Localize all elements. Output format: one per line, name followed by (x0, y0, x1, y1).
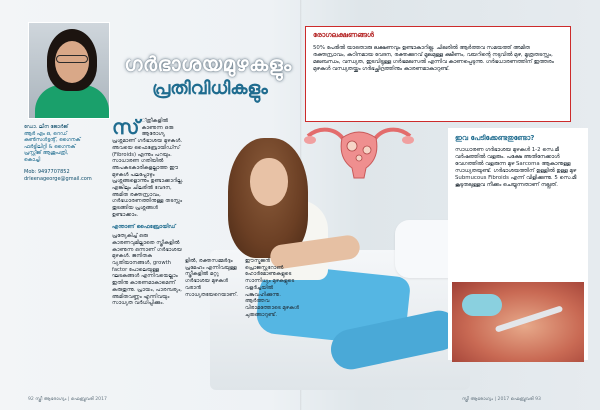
footer-left: 92 സ്ത്രീ ആരോഗ്യം | ഫെബ്രുവരി 2017 (28, 397, 107, 402)
symptoms-box (305, 26, 571, 122)
author-line: ഫർട്ടിലിറ്റി & ഗൈനക് (24, 143, 76, 150)
author-name: ഡോ. ലീന ജോർജ് (24, 124, 68, 130)
section-subheading: എന്താണ് ഫൈബ്രോയിഡ് (112, 223, 176, 230)
contact-email: drleenageorge@gmail.com (24, 175, 92, 182)
author-block (24, 124, 112, 182)
symptoms-heading: രോഗലക്ഷണങ്ങൾ (313, 31, 374, 39)
drop-cap: സ് (112, 115, 140, 139)
when-body: സാധാരണ ഗർഭാശയ മുഴകൾ 1-2 സെ.മീ വർഷത്തിൽ വളരും. പക്ഷേ അതിനേക്കാൾ വേഗത്തിൽ വളരുന്ന മുഴ Sarcoma ആകാനുള്ള സാധ്യതയുണ്ട്. ഗർഭാശയത്തിന് ഉള്ളിൽ ഉള്ള മുഴ Submucous Fibroids എന്ന് വിളിക്കുന്നു. 5 സെ.മീ കൂടുതലുള്ളവ നീക്കം ചെയ്യുന്നതാണ് നല്ലത്. (455, 147, 577, 188)
article-column-2: ളിൽ, രക്തസമ്മർദ്ദം പ്രമേഹം എന്നിവയുള്ള സ്ത്രീകളിൽ മറ്റു ഗർഭാശയ മുഴകൾ വരാൻ സാധ്യതയേറെയാണ്. (185, 258, 238, 298)
footer-right: സ്ത്രീ ആരോഗ്യം | 2017 ഫെബ്രുവരി 93 (462, 397, 541, 402)
column-1-text: ്ത്രീകളിൽ കാണുന്ന ഒരു ആരോഗ്യ പ്രശ്നമാണ് ഗർഭാശയ മുഴകൾ. അവയെ ഫൈബ്രോയിഡ്സ് (Fibroids) എന്നും പറയും. സാധാരണ ഗതിയിൽ അപകടകാരികളല്ലാത്ത ഈ മുഴകൾ പലപ്പോഴും പ്രശ്നങ്ങളൊന്നും ഉണ്ടാക്കാറില്ല. എങ്കിലും ചിലരിൽ വേദന, അമിത രക്തസ്രാവം, ഗർഭധാരണത്തിനുള്ള തടസ്സം തുടങ്ങിയ പ്രശ്നങ്ങൾ ഉണ്ടാക്കാം. (112, 118, 184, 218)
author-line: പ്രസ്റ്റീജ് ആശുപത്രി, (24, 150, 69, 156)
article-column-3: ഈസ്ട്രജൻ പ്രൊജസ്റ്ററോൺ ഹോർമോണുകളുടെ സാന്നിധ്യം മുഴകളുടെ വളർച്ചയിൽ പങ്കുവഹിക്കുന്നു. ആർത്തവ വിരാമത്തോടെ മുഴകൾ ചുരുങ്ങാറുണ്ട്. (245, 258, 300, 318)
woman-face (250, 158, 288, 206)
portrait-glasses (56, 55, 88, 63)
author-line: കൊച്ചി (24, 156, 41, 163)
column-1-text-cont: പ്രത്യേകിച്ച് ഒരു കാരണവുമില്ലാതെ സ്ത്രീകളിൽ കാണുന്ന ഒന്നാണ് ഗർഭാശയ മുഴകൾ. ജനിതക വ്യതിയാനങ്ങൾ, growth factor പോലെയുള്ള ഘടകങ്ങൾ എന്നിവയെല്ലാം ഇതിനു കാരണമാകാമെന്ന് കരുതുന്നു. പ്രായം, പാരമ്പര്യം, അമിതവണ്ണം എന്നിവയും സാധ്യത വർധിപ്പിക്കും. (112, 233, 182, 307)
author-line: കൺസൾട്ടന്റ്, ഗൈനക് (24, 137, 81, 143)
author-contact (24, 169, 112, 182)
fibroid-1 (347, 141, 357, 151)
contact-phone: 9497707852 (37, 169, 70, 175)
contact-label: Mob: (24, 169, 37, 175)
uterus-illustration (300, 118, 418, 180)
symptoms-body: 50% പേരിൽ യാതൊരു ലക്ഷണവും ഉണ്ടാകാറില്ല. ചിലരിൽ ആർത്തവ സമയത്ത് അമിത രക്തസ്രാവം, കഠിനമായ വേദന, രക്തക്കുറവ് മൂലമുള്ള ക്ഷീണം, വയറിന്റെ നടുവിൽ മുഴ, മൂത്രതടസ്സം, മലബന്ധം, വന്ധ്യത, ഇടവിട്ടുള്ള ഗർഭമലസൽ എന്നിവ കാണപ്പെടുന്നു. ഗർഭധാരണത്തിന് ഇത്തരം മുഴകൾ വന്ധ്യതയ്ക്കും ഗർഭച്ഛിദ്രത്തിനും കാരണമാകാറുണ്ട്. (313, 45, 554, 72)
article-column-1 (112, 115, 184, 307)
author-line: ആർ എം ഒ, റെഡ്‌ (24, 130, 67, 137)
fibroid-3 (356, 155, 362, 161)
surgery-photo (452, 282, 584, 362)
article-title: ഗർഭാശയമുഴകളും (124, 52, 292, 76)
surgical-tool (495, 305, 563, 332)
surgical-glove (462, 294, 502, 316)
ovary-right (402, 136, 414, 144)
author-portrait (28, 22, 110, 119)
ovary-left (304, 136, 316, 144)
article-subtitle: പ്രതിവിധികളും (152, 78, 268, 99)
fibroid-2 (363, 146, 371, 154)
when-heading: ഇവ പേടിക്കേണ്ടതുണ്ടോ? (455, 134, 535, 142)
